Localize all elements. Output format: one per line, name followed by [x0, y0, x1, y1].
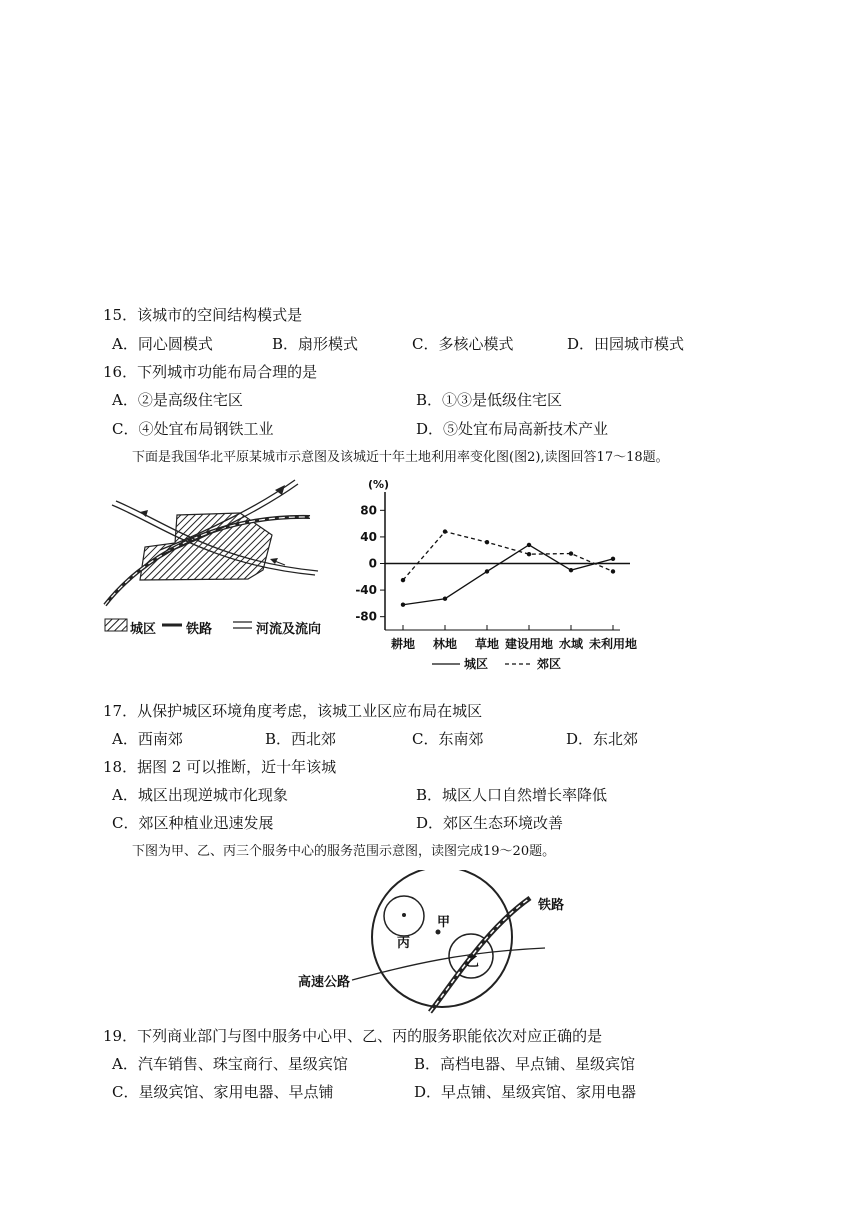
jia-point	[436, 930, 441, 935]
q15-option-b[interactable]: B．扇形模式	[272, 335, 359, 353]
land-use-chart	[340, 472, 670, 682]
q15-option-a[interactable]: A．同心圆模式	[112, 335, 213, 353]
data-point	[401, 578, 405, 582]
data-point	[527, 552, 531, 556]
q19-option-d[interactable]: D．早点铺、星级宾馆、家用电器	[414, 1083, 637, 1101]
y-tick-label: 80	[360, 503, 377, 518]
data-point	[485, 569, 489, 573]
question-15-stem: 15．该城市的空间结构模式是	[103, 306, 303, 324]
q17-option-b[interactable]: B．西北郊	[265, 730, 337, 748]
q18-option-b[interactable]: B．城区人口自然增长率降低	[416, 786, 608, 804]
q17-option-a[interactable]: A．西南郊	[112, 730, 183, 748]
x-tick-label: 草地	[474, 637, 500, 651]
data-point	[611, 569, 615, 573]
legend-series-1: 城区	[464, 657, 489, 671]
q19-option-b[interactable]: B．高档电器、早点铺、星级宾馆	[414, 1055, 636, 1073]
label-yi: 乙	[466, 955, 480, 970]
series-line-1	[403, 532, 613, 581]
q18-option-a[interactable]: A．城区出现逆城市化现象	[112, 786, 288, 804]
label-jia: 甲	[437, 915, 451, 930]
legend-river-label: 河流及流向	[256, 622, 322, 637]
question-16-stem: 16．下列城市功能布局合理的是	[103, 363, 318, 381]
y-axis-label: (%)	[368, 478, 390, 491]
x-tick-label: 未利用地	[588, 637, 638, 651]
q16-option-a[interactable]: A．②是高级住宅区	[112, 391, 243, 409]
x-tick-label: 耕地	[390, 637, 416, 651]
y-tick-label: 40	[360, 529, 377, 544]
q16-option-d[interactable]: D．⑤处宜布局高新技术产业	[416, 420, 609, 438]
q16-option-b[interactable]: B．①③是低级住宅区	[416, 391, 563, 409]
data-point	[401, 603, 405, 607]
legend-series-2: 郊区	[537, 657, 562, 671]
question-17-stem: 17．从保护城区环境角度考虑，该城工业区应布局在城区	[103, 702, 483, 720]
data-point	[527, 543, 531, 547]
intro-19-20: 下图为甲、乙、丙三个服务中心的服务范围示意图，读图完成19～20题。	[132, 844, 556, 859]
q19-option-a[interactable]: A．汽车销售、珠宝商行、星级宾馆	[112, 1055, 348, 1073]
q18-option-d[interactable]: D．郊区生态环境改善	[416, 814, 564, 832]
data-point	[485, 540, 489, 544]
service-center-map	[290, 870, 590, 1020]
data-point	[569, 568, 573, 572]
q18-option-c[interactable]: C．郊区种植业迅速发展	[112, 814, 274, 832]
label-highway: 高速公路	[298, 975, 351, 990]
y-tick-label: -40	[355, 583, 377, 598]
q17-option-d[interactable]: D．东北郊	[566, 730, 639, 748]
legend-railway-label: 铁路	[186, 622, 213, 637]
x-tick-label: 水域	[558, 637, 584, 651]
x-tick-label: 林地	[432, 637, 458, 651]
label-bing: 丙	[397, 936, 411, 951]
y-tick-label: -80	[355, 609, 377, 624]
intro-17-18: 下面是我国华北平原某城市示意图及该城近十年土地利用率变化图(图2),读图回答17～18题。	[132, 450, 669, 465]
question-19-stem: 19．下列商业部门与图中服务中心甲、乙、丙的服务职能依次对应正确的是	[103, 1027, 603, 1045]
q16-option-c[interactable]: C．④处宜布局钢铁工业	[112, 420, 274, 438]
data-point	[443, 529, 447, 533]
legend-city-swatch	[105, 619, 127, 631]
q15-option-d[interactable]: D．田园城市模式	[567, 335, 685, 353]
x-tick-label: 建设用地	[504, 637, 554, 651]
legend-city-label: 城区	[130, 622, 157, 637]
label-railway: 铁路	[538, 898, 565, 913]
data-point	[569, 551, 573, 555]
jia-range-circle	[372, 870, 512, 1007]
question-18-stem: 18．据图 2 可以推断，近十年该城	[103, 758, 337, 776]
data-point	[443, 597, 447, 601]
q17-option-c[interactable]: C．东南郊	[412, 730, 484, 748]
q15-option-c[interactable]: C．多核心模式	[412, 335, 514, 353]
city-map-figure	[100, 475, 340, 640]
q19-option-c[interactable]: C．星级宾馆、家用电器、早点铺	[112, 1083, 334, 1101]
data-point	[611, 557, 615, 561]
y-tick-label: 0	[368, 556, 377, 571]
series-line-0	[403, 545, 613, 605]
